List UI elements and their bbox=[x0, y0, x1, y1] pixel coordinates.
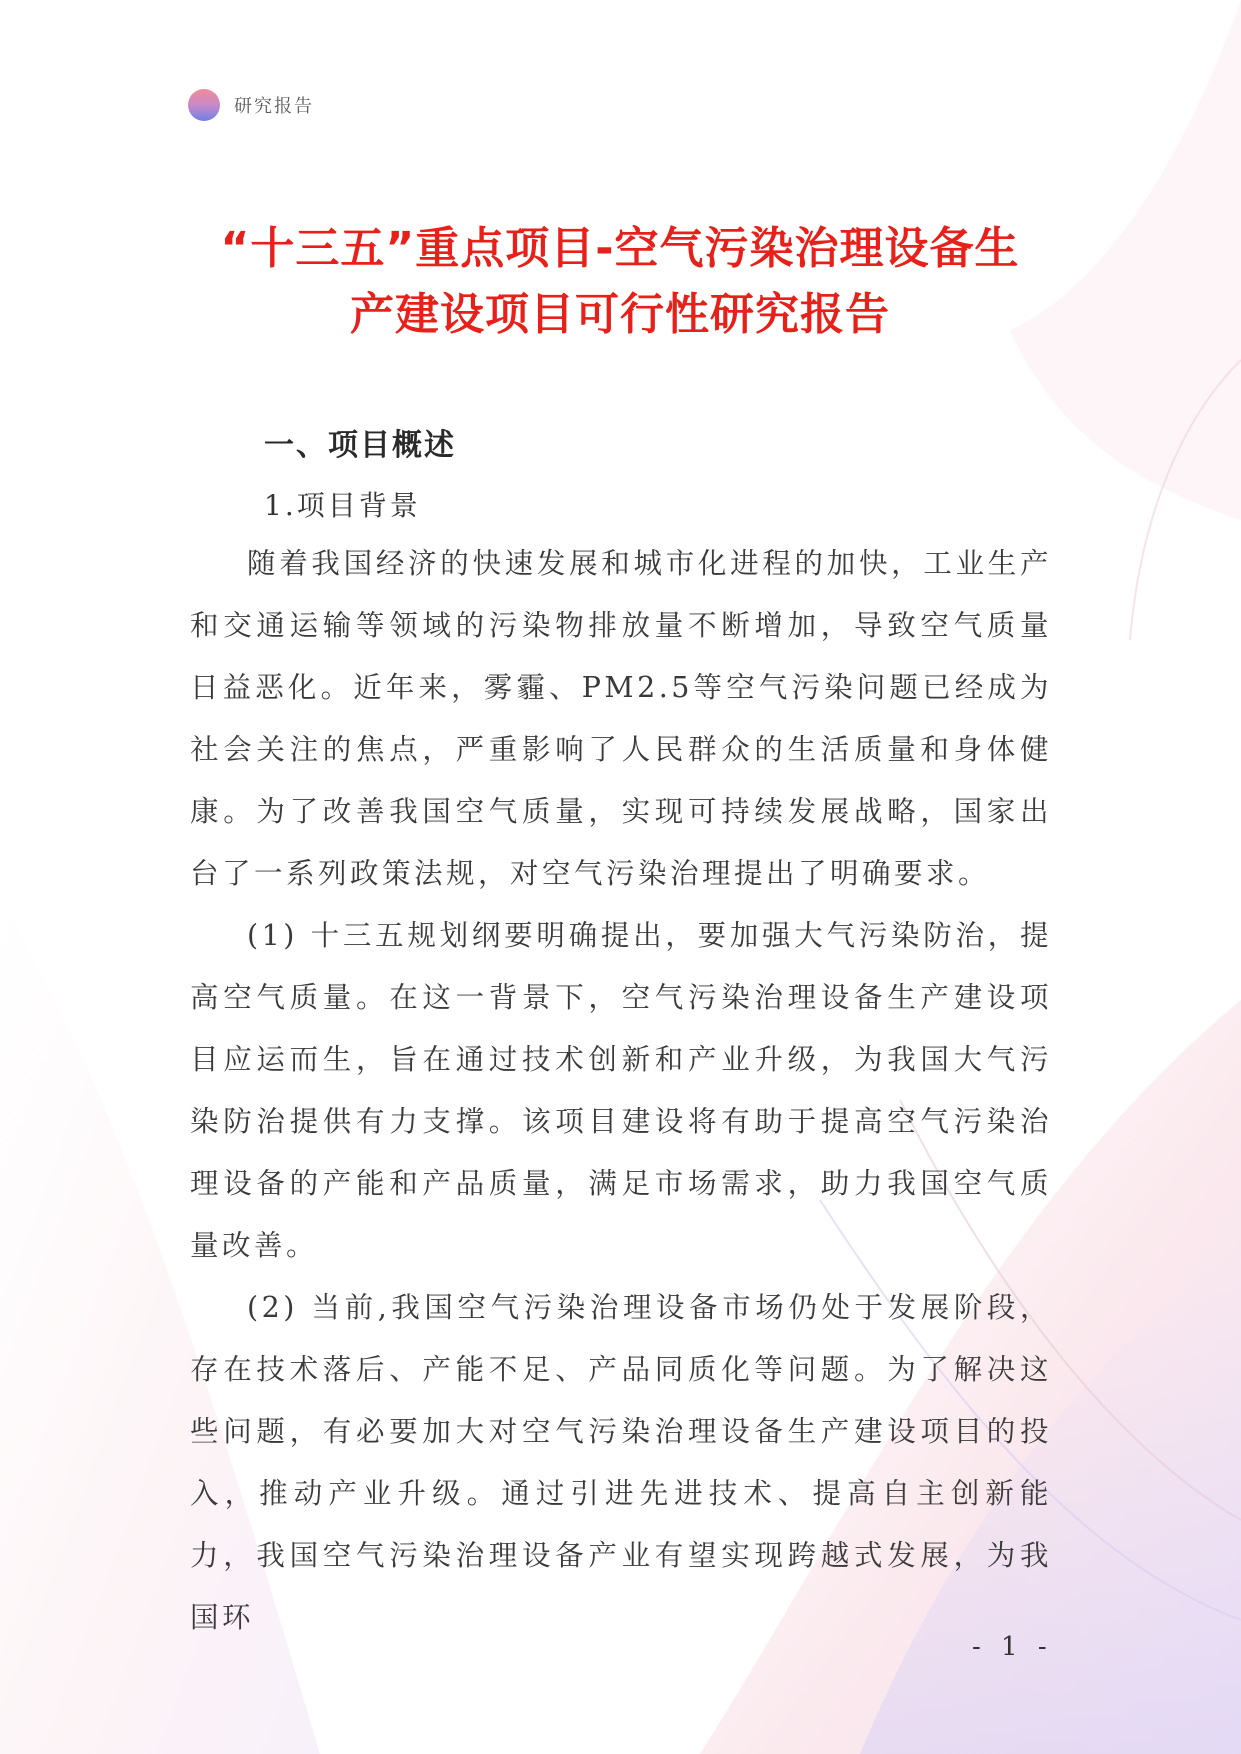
report-header bbox=[188, 88, 314, 122]
header-label: 研究报告 bbox=[234, 96, 314, 117]
title-line-1: “十三五”重点项目-空气污染治理设备生 bbox=[220, 223, 1020, 274]
document-title bbox=[150, 216, 1090, 348]
body-text bbox=[190, 533, 1052, 1649]
paragraph-1: 随着我国经济的快速发展和城市化进程的加快，工业生产和交通运输等领域的污染物排放量不断增加，导致空气质量日益恶化。近年来，雾霾、PM2.5等空气污染问题已经成为社会关注的焦点，严重影响了人民群众的生活质量和身体健康。为了改善我国空气质量，实现可持续发展战略，国家出台了一系列政策法规，对空气污染治理提出了明确要求。 bbox=[190, 547, 1052, 890]
paragraph-3: (2) 当前,我国空气污染治理设备市场仍处于发展阶段，存在技术落后、产能不足、产品同质化等问题。为了解决这些问题，有必要加大对空气污染治理设备生产建设项目的投入，推动产业升级。通过引进先进技术、提高自主创新能力，我国空气污染治理设备产业有望实现跨越式发展，为我国环 bbox=[190, 1291, 1052, 1634]
paragraph-2: (1) 十三五规划纲要明确提出，要加强大气污染防治，提高空气质量。在这一背景下，空气污染治理设备生产建设项目应运而生，旨在通过技术创新和产业升级，为我国大气污染防治提供有力支撑。该项目建设将有助于提高空气污染治理设备的产能和产品质量，满足市场需求，助力我国空气质量改善。 bbox=[190, 919, 1052, 1262]
section-heading: 一、项目概述 bbox=[264, 428, 456, 463]
sub-heading: 1.项目背景 bbox=[264, 489, 421, 522]
title-line-2: 产建设项目可行性研究报告 bbox=[350, 289, 890, 340]
logo-circle-icon bbox=[188, 89, 220, 121]
page-number: - 1 - bbox=[972, 1632, 1053, 1662]
